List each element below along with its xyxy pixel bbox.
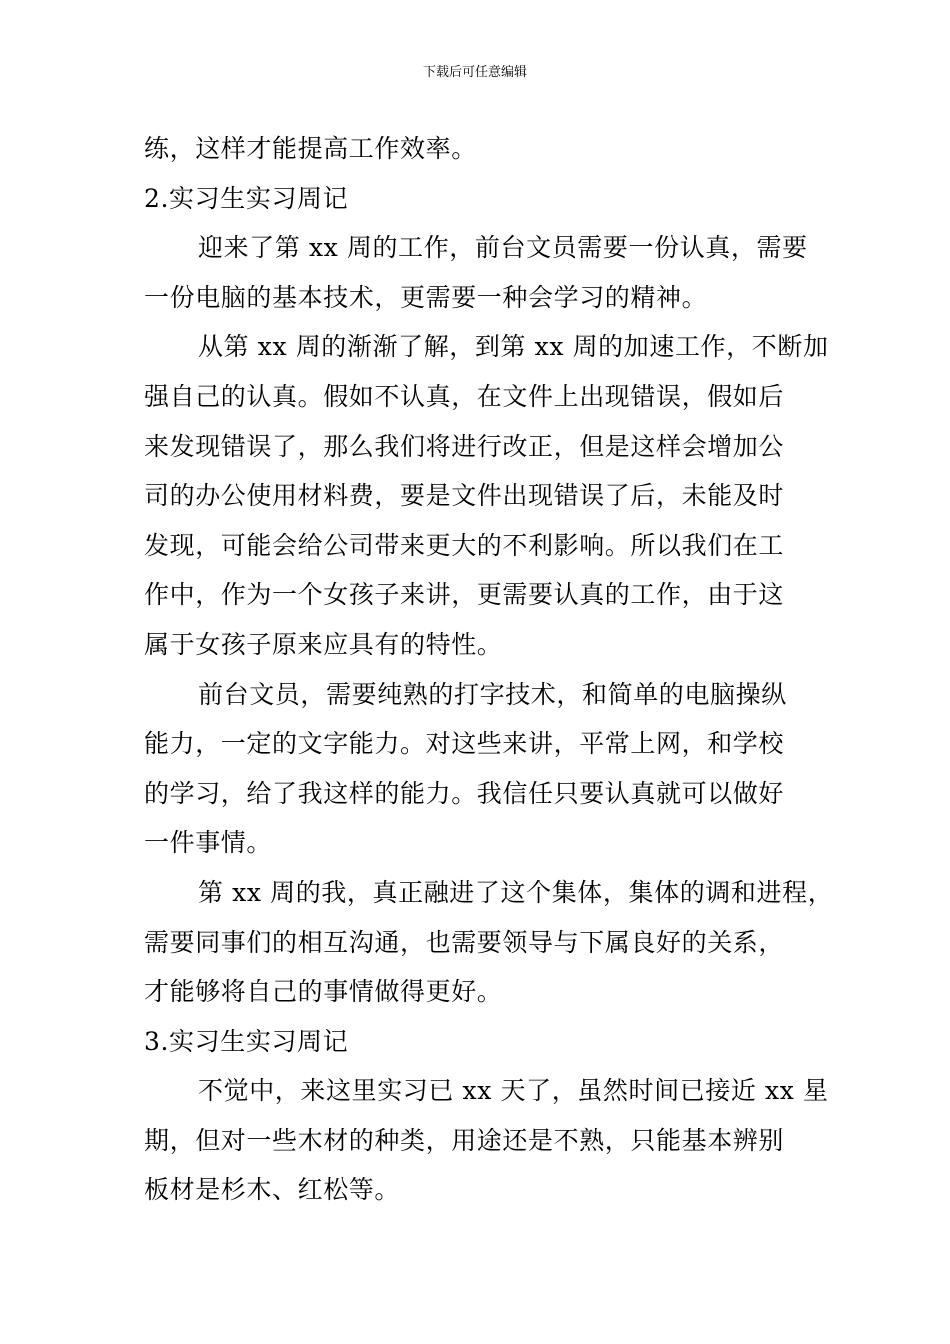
text-line: 发现，可能会给公司带来更大的不利影响。所以我们在工 xyxy=(144,530,785,560)
section-heading: 3.实习生实习周记 xyxy=(144,1026,349,1056)
text-line: 一份电脑的基本技术，更需要一种会学习的精神。 xyxy=(144,282,708,312)
section-heading: 2.实习生实习周记 xyxy=(144,183,349,213)
text-line: 来发现错误了，那么我们将进行改正，但是这样会增加公 xyxy=(144,431,785,461)
text-line: 强自己的认真。假如不认真，在文件上出现错误，假如后 xyxy=(144,381,785,411)
text-line: 需要同事们的相互沟通，也需要领导与下属良好的关系， xyxy=(144,927,785,957)
text-line: 前台文员，需要纯熟的打字技术，和简单的电脑操纵 xyxy=(198,679,787,709)
text-line: 从第 xx 周的渐渐了解，到第 xx 周的加速工作，不断加 xyxy=(198,332,829,362)
text-line: 司的办公使用材料费，要是文件出现错误了后，未能及时 xyxy=(144,481,785,511)
text-line: 作中，作为一个女孩子来讲，更需要认真的工作，由于这 xyxy=(144,580,785,610)
page-header: 下载后可任意编辑 xyxy=(422,65,527,80)
text-line: 才能够将自己的事情做得更好。 xyxy=(144,977,503,1007)
text-line: 练，这样才能提高工作效率。 xyxy=(144,134,477,163)
document-body xyxy=(144,124,834,1215)
text-line: 第 xx 周的我，真正融进了这个集体，集体的调和进程， xyxy=(198,877,834,907)
text-line: 迎来了第 xx 周的工作，前台文员需要一份认真，需要 xyxy=(198,233,808,263)
text-line: 板材是杉木、红松等。 xyxy=(144,1175,401,1205)
text-line: 属于女孩子原来应具有的特性。 xyxy=(144,629,503,659)
text-line: 能力，一定的文字能力。对这些来讲，平常上网，和学校 xyxy=(144,729,785,759)
text-line: 一件事情。 xyxy=(144,828,273,858)
text-line: 期，但对一些木材的种类，用途还是不熟，只能基本辨别 xyxy=(144,1125,785,1155)
text-line: 不觉中，来这里实习已 xx 天了，虽然时间已接近 xx 星 xyxy=(198,1076,829,1106)
text-line: 的学习，给了我这样的能力。我信任只要认真就可以做好 xyxy=(144,778,785,808)
